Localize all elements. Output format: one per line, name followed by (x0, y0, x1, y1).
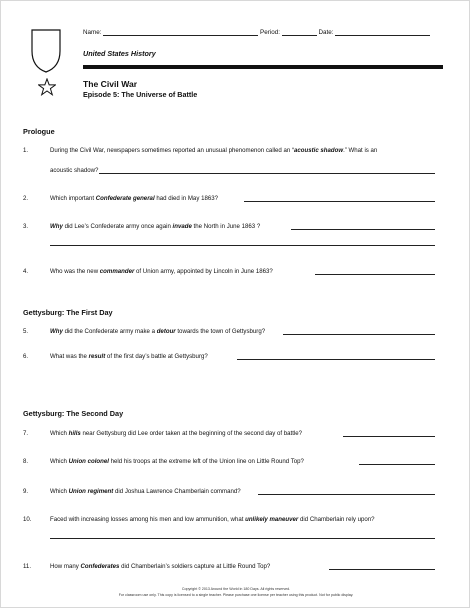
question-text: Which hills near Gettysburg did Lee order taken at the beginning of the second day of battle? (50, 430, 303, 437)
page-subtitle: Episode 5: The Universe of Battle (83, 90, 198, 99)
name-field[interactable] (103, 29, 258, 36)
question-text: What was the result of the first day’s battle at Gettysburg? (50, 353, 208, 360)
question-number: 7. (23, 430, 29, 437)
date-field[interactable] (335, 29, 430, 36)
question-text: Which important Confederate general had died in May 1863? (50, 195, 219, 202)
question-text: Which Union colonel held his troops at the extreme left of the Union line on Little Round Top? (50, 458, 304, 465)
answer-line[interactable] (258, 494, 435, 495)
copyright-line: Copyright © 2013 Around the World in 180 Days. All rights reserved. (181, 587, 291, 591)
page-title: The Civil War (83, 79, 138, 89)
shield-icon (31, 29, 61, 73)
question-number: 8. (23, 458, 29, 465)
question-text: During the Civil War, newspapers sometimes reported an unusual phenomenon called an “acoustic shadow.” What is an (50, 147, 378, 154)
question-number: 10. (23, 516, 32, 523)
question-number: 4. (23, 268, 29, 275)
question-number: 1. (23, 147, 29, 154)
answer-line[interactable] (359, 464, 435, 465)
header-rule (83, 65, 443, 69)
star-icon (38, 78, 56, 96)
answer-line[interactable] (291, 229, 435, 230)
question-text: Which Union regiment did Joshua Lawrence Chamberlain command? (50, 488, 241, 495)
answer-line[interactable] (50, 245, 435, 246)
answer-line[interactable] (99, 173, 435, 174)
name-label: Name: (83, 29, 102, 36)
answer-line[interactable] (329, 569, 435, 570)
answer-line[interactable] (50, 538, 435, 539)
question-number: 6. (23, 353, 29, 360)
question-text: Who was the new commander of Union army, appointed by Lincoln in June 1863? (50, 268, 273, 275)
section-heading: Prologue (23, 127, 55, 136)
question-number: 11. (23, 563, 32, 570)
question-number: 5. (23, 328, 29, 335)
header-fields (83, 29, 430, 36)
answer-line[interactable] (315, 274, 435, 275)
period-label: Period: (260, 29, 280, 36)
period-field[interactable] (282, 29, 317, 36)
question-number: 9. (23, 488, 29, 495)
question-number: 2. (23, 195, 29, 202)
section-heading: Gettysburg: The Second Day (23, 409, 124, 418)
question-text: Why did Lee’s Confederate army once again invade the North in June 1863 ? (50, 223, 261, 230)
answer-line[interactable] (237, 359, 435, 360)
question-text-line2: acoustic shadow? (50, 167, 99, 174)
question-text: Why did the Confederate army make a detour towards the town of Gettysburg? (50, 328, 266, 335)
question-text: Faced with increasing losses among his men and low ammunition, what unlikely maneuver did Chamberlain rely upon? (50, 516, 375, 523)
license-line: For classroom use only. This copy is licensed to a single teacher. Please purchase one license per teacher using this product. Not for public display. (118, 593, 354, 597)
answer-line[interactable] (244, 201, 435, 202)
answer-line[interactable] (343, 436, 435, 437)
question-text: How many Confederates did Chamberlain’s soldiers capture at Little Round Top? (50, 563, 271, 570)
course-name: United States History (83, 49, 156, 58)
date-label: Date: (318, 29, 334, 36)
question-number: 3. (23, 223, 29, 230)
section-heading: Gettysburg: The First Day (23, 308, 113, 317)
answer-line[interactable] (283, 334, 435, 335)
